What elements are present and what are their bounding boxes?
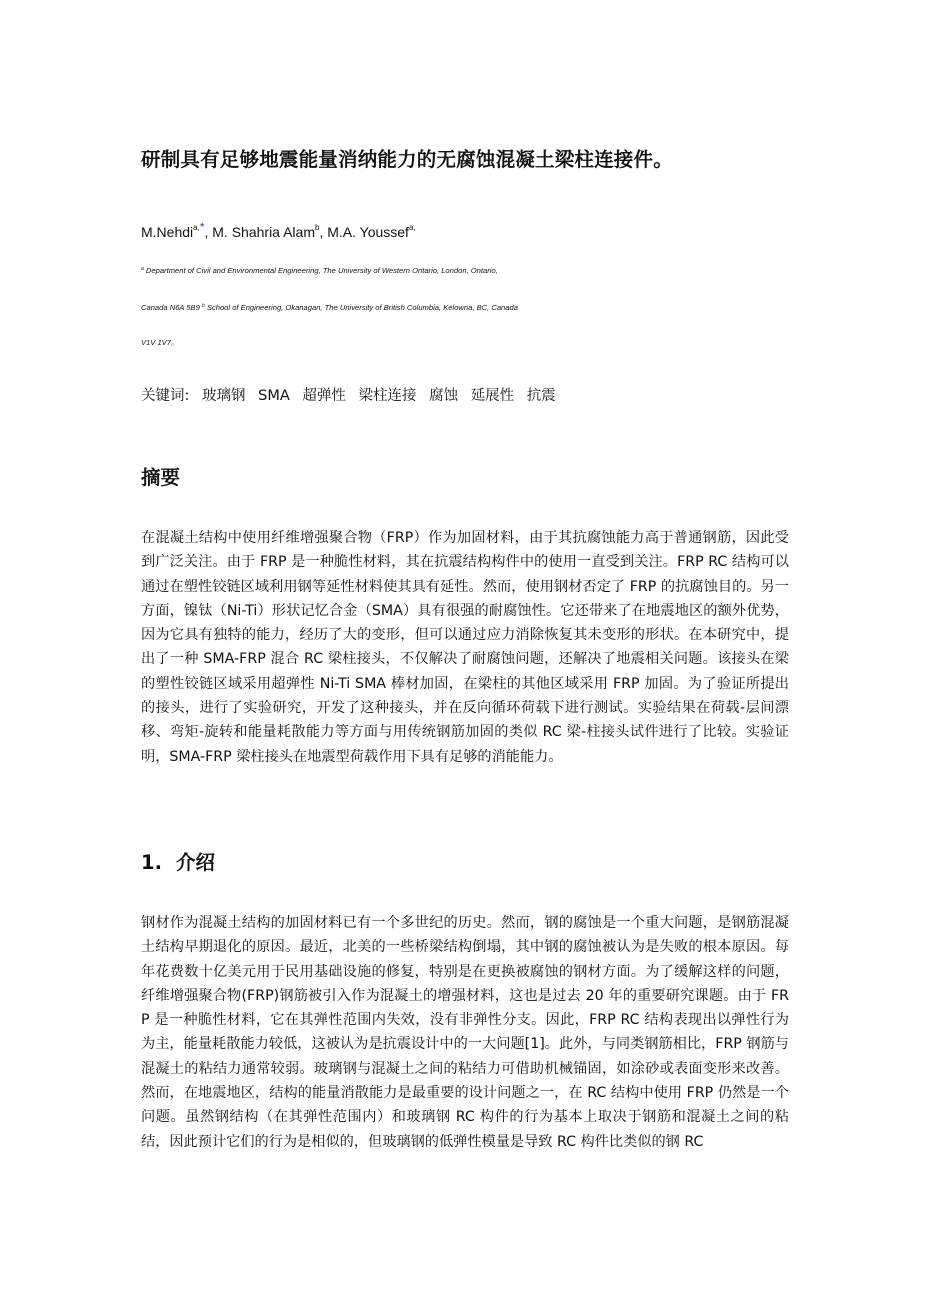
keywords-label: 关键词: xyxy=(141,388,190,404)
affiliation-line xyxy=(141,302,518,314)
keyword: 腐蚀 xyxy=(429,388,459,404)
keyword: SMA xyxy=(258,388,290,404)
affiliation-mark: b xyxy=(201,303,205,309)
author-affiliation-mark: a, xyxy=(193,223,200,232)
affiliation-line xyxy=(141,265,498,277)
keyword: 延展性 xyxy=(470,388,515,404)
keyword: 梁柱连接 xyxy=(358,388,417,404)
author-affiliation-mark: a, xyxy=(408,223,416,232)
keywords-line xyxy=(141,386,564,406)
affiliation-text: Canada N6A 5B9 xyxy=(141,303,200,312)
affiliation-mark: a xyxy=(141,266,144,272)
abstract-heading: 摘要 xyxy=(141,466,181,489)
abstract-paragraph: 在混凝土结构中使用纤维增强聚合物（FRP）作为加固材料，由于其抗腐蚀能力高于普通钢筋，因此受到广泛关注。由于 FRP 是一种脆性材料，其在抗震结构构件中的使用一直受到关注。FRP RC 结构可以通过在塑性铰链区域利用钢等延性材料使其具有延性。然而，使用钢材否定了 FRP 的抗腐蚀目的。另一方面，镍钛（Ni-Ti）形状记忆合金（SMA）具有很强的耐腐蚀性。它还带来了在地震地区的额外优势，因为它具有独特的能力，经历了大的变形，但可以通过应力消除恢复其未变形的形状。在本研究中，提出了一种 SMA-FRP 混合 RC 梁柱接头，不仅解决了耐腐蚀问题，还解决了地震相关问题。该接头在梁的塑性铰链区域采用超弹性 Ni-Ti SMA 棒材加固，在梁柱的其他区域采用 FRP 加固。为了验证所提出的接头，进行了实验研究，开发了这种接头，并在反向循环荷载下进行测试。实验结果在荷载-层间漂移、弯矩-旋转和能量耗散能力等方面与用传统钢筋加固的类似 RC 梁-柱接头试件进行了比较。实验证明，SMA-FRP 梁柱接头在地震型荷载作用下具有足够的消能能力。 xyxy=(141,530,789,765)
keyword: 玻璃钢 xyxy=(202,388,246,404)
corresponding-author-mark[interactable]: * xyxy=(199,220,205,234)
affiliation-text: School of Engineering, Okanagan, The University of British Columbia, Kelowna, BC, Canada xyxy=(206,303,518,312)
keyword: 超弹性 xyxy=(302,388,346,404)
section-title: 介绍 xyxy=(175,851,215,874)
author-name: M.A. Youssef xyxy=(327,224,409,240)
affiliation-text: Department of Civil and Environmental Engineering, The University of Western Ontario, London, Ontario, xyxy=(145,266,498,275)
author-affiliation-mark: b xyxy=(314,223,320,232)
author-separator: , xyxy=(204,224,213,240)
affiliation-line xyxy=(141,337,179,349)
author-name: M. Shahria Alam xyxy=(212,224,315,240)
affiliation-text: V1V 1V7。 xyxy=(141,338,179,347)
paper-title: 研制具有足够地震能量消纳能力的无腐蚀混凝土梁柱连接件。 xyxy=(141,148,673,171)
section-heading xyxy=(141,849,215,877)
section-number: 1. xyxy=(141,851,162,874)
author-list xyxy=(141,222,416,242)
author-name: M.Nehdi xyxy=(141,224,194,240)
keyword: 抗震 xyxy=(526,388,556,404)
author-separator: , xyxy=(319,224,328,240)
introduction-paragraph: 钢材作为混凝土结构的加固材料已有一个多世纪的历史。然而，钢的腐蚀是一个重大问题，是钢筋混凝土结构早期退化的原因。最近，北美的一些桥梁结构倒塌，其中钢的腐蚀被认为是失败的根本原因。每年花费数十亿美元用于民用基础设施的修复，特别是在更换被腐蚀的钢材方面。为了缓解这样的问题，纤维增强聚合物(FRP)钢筋被引入作为混凝土的增强材料，这也是过去 20 年的重要研究课题。由于 FRP 是一种脆性材料，它在其弹性范围内失效，没有非弹性分支。因此，FRP RC 结构表现出以弹性行为为主，能量耗散能力较低，这被认为是抗震设计中的一大问题[1]。此外，与同类钢筋相比，FRP 钢筋与混凝土的粘结力通常较弱。玻璃钢与混凝土之间的粘结力可借助机械锚固，如涂砂或表面变形来改善。然而，在地震地区，结构的能量消散能力是最重要的设计问题之一，在 RC 结构中使用 FRP 仍然是一个问题。虽然钢结构（在其弹性范围内）和玻璃钢 RC 构件的行为基本上取决于钢筋和混凝土之间的粘结，因此预计它们的行为是相似的，但玻璃钢的低弹性模量是导致 RC 构件比类似的钢 RC xyxy=(141,915,789,1150)
